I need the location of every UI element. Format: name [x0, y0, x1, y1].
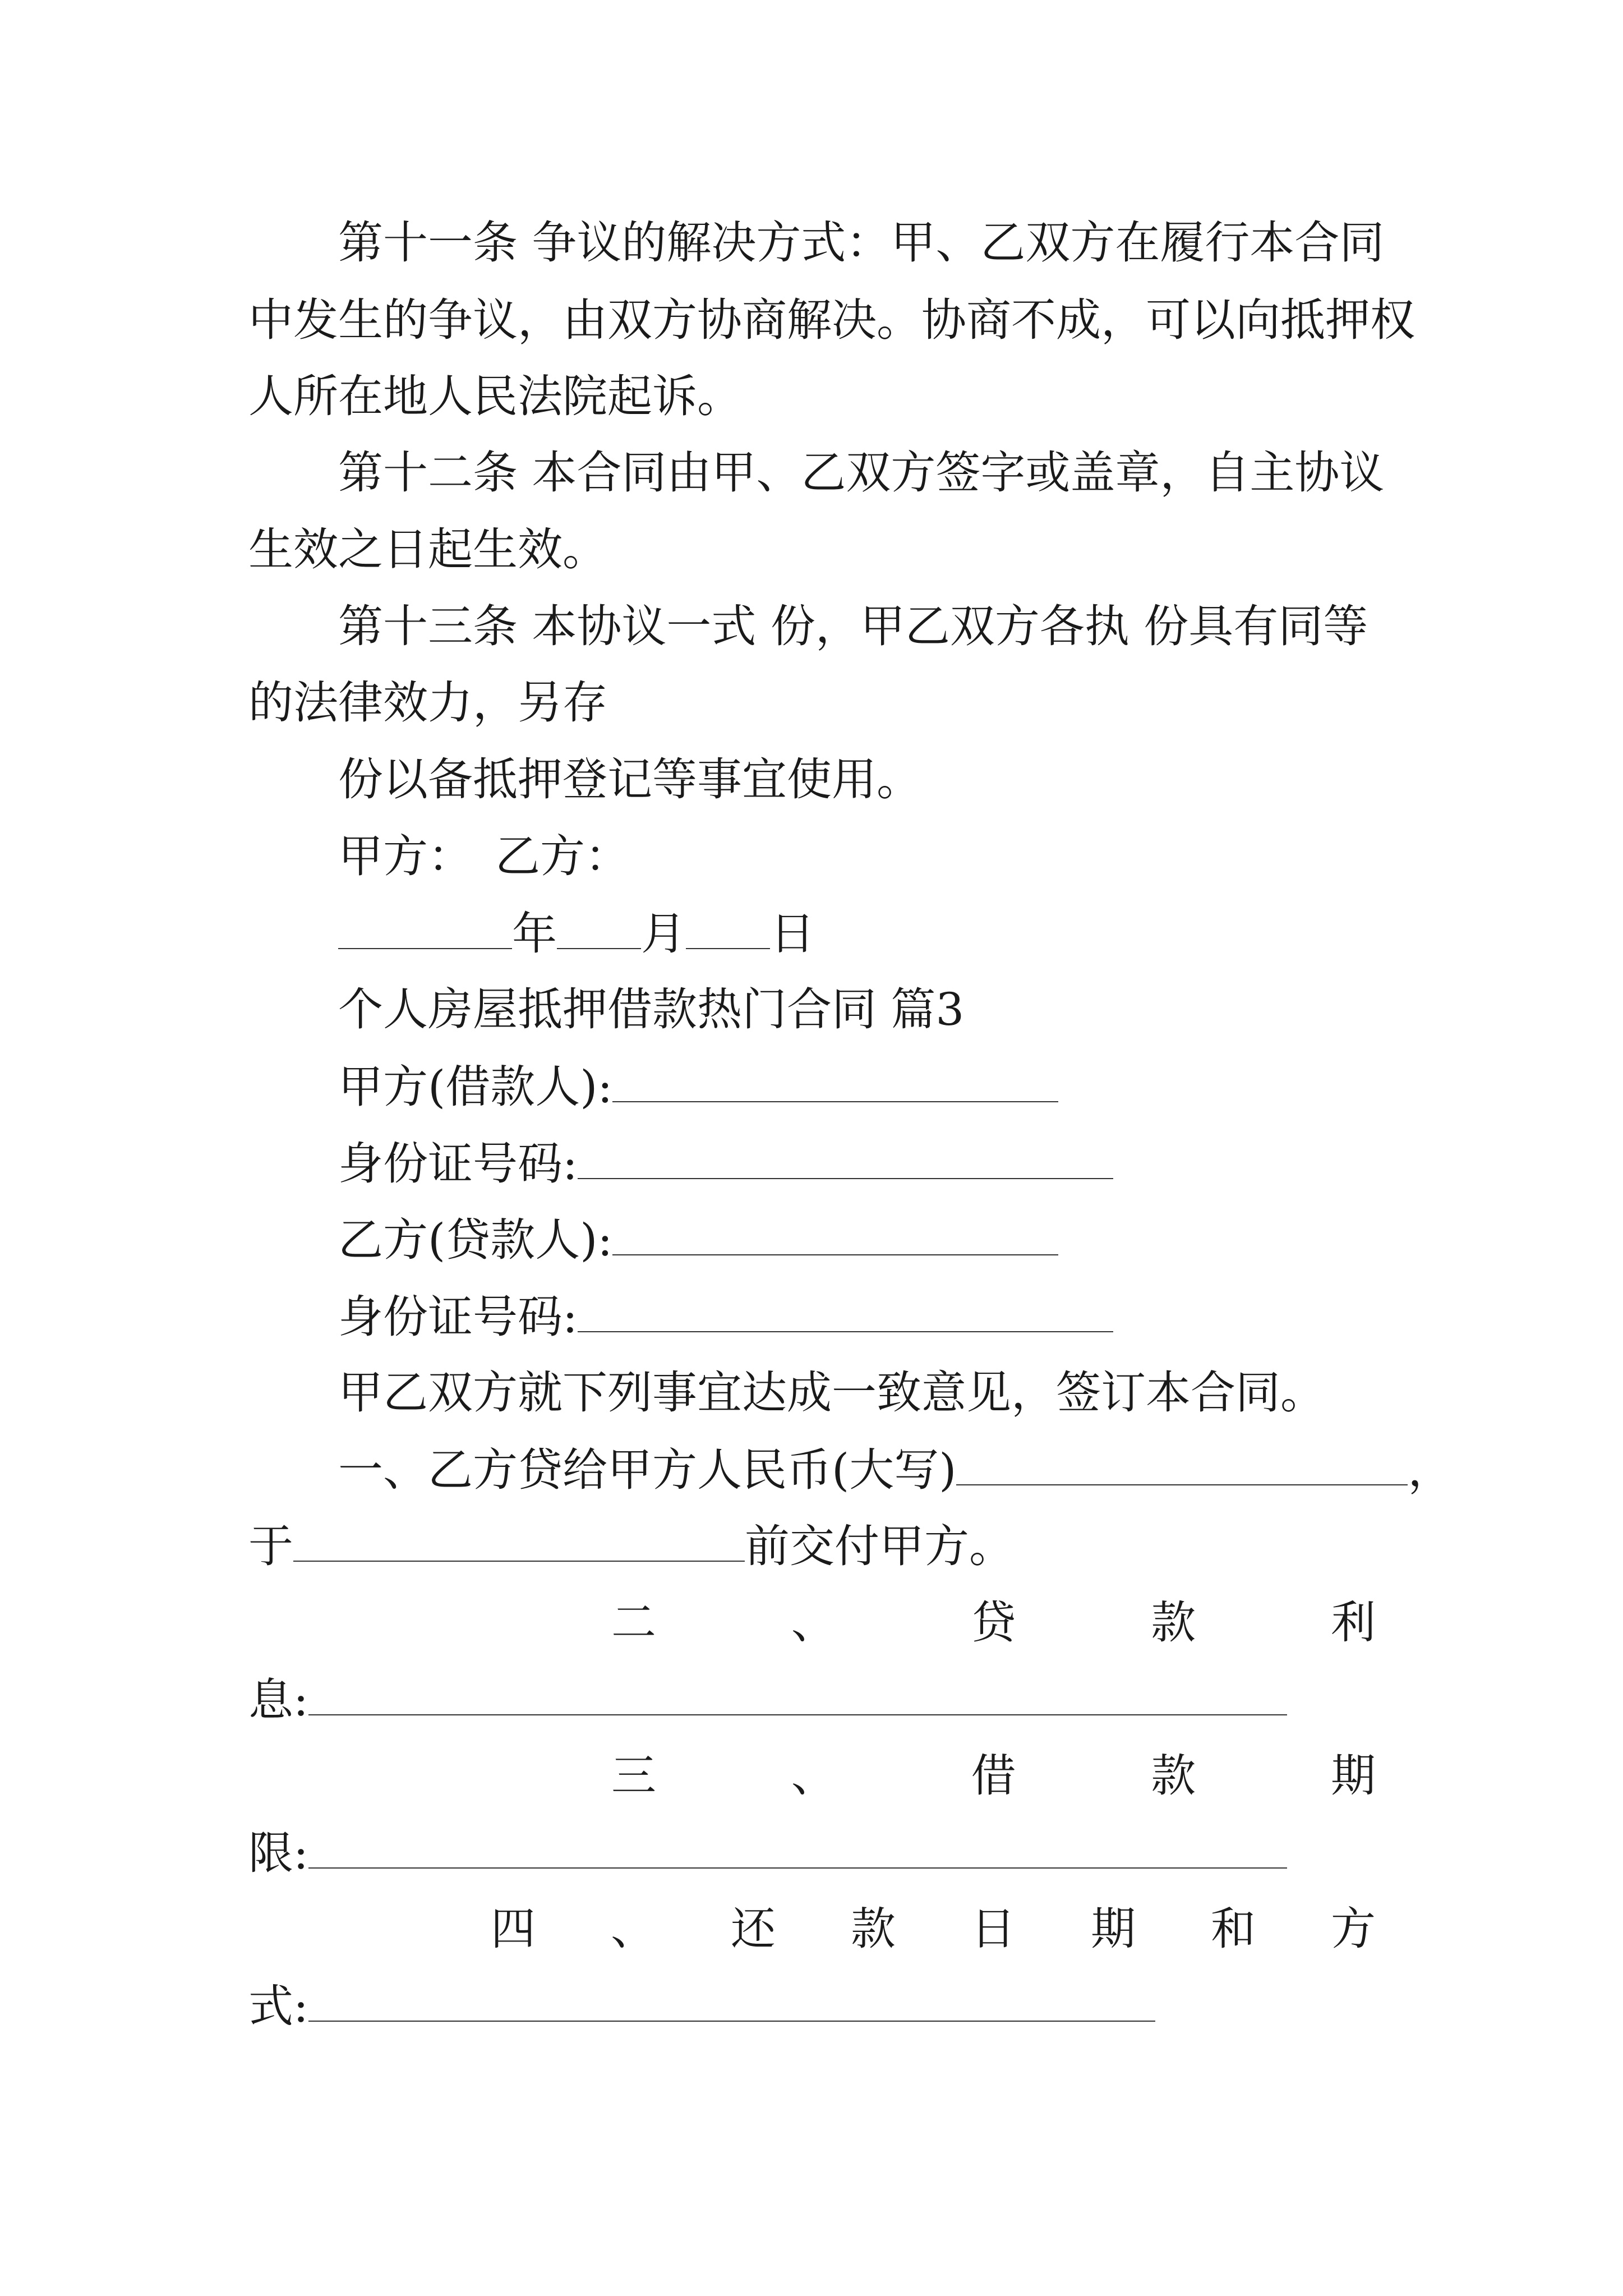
article-12-line-2: 生效之日起生效。: [248, 523, 607, 576]
borrower-blank[interactable]: [612, 1064, 1058, 1102]
day-blank[interactable]: [686, 911, 770, 949]
interest-blank[interactable]: [308, 1677, 1287, 1715]
clause-4-char: 方: [1331, 1903, 1376, 1955]
clause-2-char: 贷: [971, 1596, 1016, 1649]
clause-3-char: 款: [1151, 1750, 1196, 1802]
clause-4-char: 四: [491, 1903, 536, 1955]
clause-1-line-2: [248, 1520, 1014, 1572]
loan-term-blank[interactable]: [308, 1830, 1287, 1869]
clause-1-comma: ，: [1408, 1444, 1453, 1496]
clause-4-char: 和: [1211, 1903, 1256, 1955]
article-11-line-2: 中发生的争议，由双方协商解决。协商不成，可以向抵押权: [248, 294, 1415, 346]
signature-line: [338, 830, 630, 882]
clause-2-char: 利: [1331, 1596, 1376, 1649]
clause-4-heading: [491, 1903, 1376, 1955]
year-blank[interactable]: [338, 911, 512, 949]
date-line: [338, 908, 815, 960]
clause-4-char: 日: [971, 1903, 1016, 1955]
article-13-line-1: 第十三条 本协议一式 份，甲乙双方各执 份具有同等: [338, 600, 1368, 652]
id-number-field-2: [338, 1291, 1113, 1343]
lender-label: 乙方(贷款人):: [338, 1214, 613, 1266]
clause-3-char: 期: [1331, 1750, 1376, 1802]
clause-4-char: 还: [731, 1903, 776, 1955]
clause-3-char: 三: [611, 1750, 656, 1802]
year-label: 年: [512, 908, 557, 960]
agreement-intro: 甲乙双方就下列事宜达成一致意见，签订本合同。: [338, 1366, 1325, 1419]
amount-blank[interactable]: [956, 1447, 1408, 1485]
id-number-blank-2[interactable]: [578, 1294, 1113, 1332]
id-number-field-1: [338, 1138, 1113, 1190]
lender-blank[interactable]: [612, 1217, 1058, 1255]
clause-4-field: [248, 1980, 1155, 2032]
clause-4-char: 款: [851, 1903, 896, 1955]
article-12-line-1: 第十二条 本合同由甲、乙双方签字或盖章，自主协议: [338, 447, 1385, 499]
article-11-line-3: 人所在地人民法院起诉。: [248, 370, 742, 422]
article-11-line-1: 第十一条 争议的解决方式：甲、乙双方在履行本合同: [338, 217, 1385, 269]
party-a-signature-label: 甲方：: [338, 830, 473, 882]
clause-1-prefix: 一、乙方贷给甲方人民币(大写): [338, 1444, 957, 1496]
clause-3-heading: [611, 1750, 1376, 1802]
clause-3-char: 借: [971, 1750, 1016, 1802]
clause-1-line-2-prefix: 于: [248, 1520, 293, 1572]
month-blank[interactable]: [557, 911, 641, 949]
section-title: 个人房屋抵押借款热门合同 篇3: [338, 983, 965, 1036]
clause-1-line-2-suffix: 前交付甲方。: [745, 1520, 1014, 1572]
article-13-line-3: 份以备抵押登记等事宜使用。: [338, 753, 921, 806]
article-13-line-2: 的法律效力，另存: [248, 677, 607, 729]
lender-field: [338, 1214, 1058, 1266]
clause-3-char: 、: [791, 1750, 836, 1802]
clause-2-field: [248, 1674, 1287, 1726]
clause-2-char: 款: [1151, 1596, 1196, 1649]
party-b-signature-label: 乙方：: [495, 830, 630, 882]
clause-3-field: [248, 1827, 1287, 1879]
borrower-label: 甲方(借款人):: [338, 1061, 613, 1113]
delivery-date-blank[interactable]: [293, 1524, 745, 1562]
id-number-label-1: 身份证号码:: [338, 1138, 578, 1190]
clause-4-char: 期: [1091, 1903, 1136, 1955]
month-label: 月: [641, 908, 686, 960]
id-number-blank-1[interactable]: [578, 1141, 1113, 1179]
repayment-method-blank[interactable]: [308, 1984, 1155, 2022]
borrower-field: [338, 1061, 1058, 1113]
id-number-label-2: 身份证号码:: [338, 1291, 578, 1343]
clause-4-tail: 式:: [248, 1980, 308, 2032]
day-label: 日: [770, 908, 815, 960]
clause-1-line-1: [338, 1444, 1453, 1496]
clause-4-char: 、: [611, 1903, 656, 1955]
clause-2-heading: [611, 1596, 1376, 1649]
clause-3-tail: 限:: [248, 1827, 308, 1879]
clause-2-tail: 息:: [248, 1674, 308, 1726]
clause-2-char: 、: [791, 1596, 836, 1649]
clause-2-char: 二: [611, 1596, 656, 1649]
